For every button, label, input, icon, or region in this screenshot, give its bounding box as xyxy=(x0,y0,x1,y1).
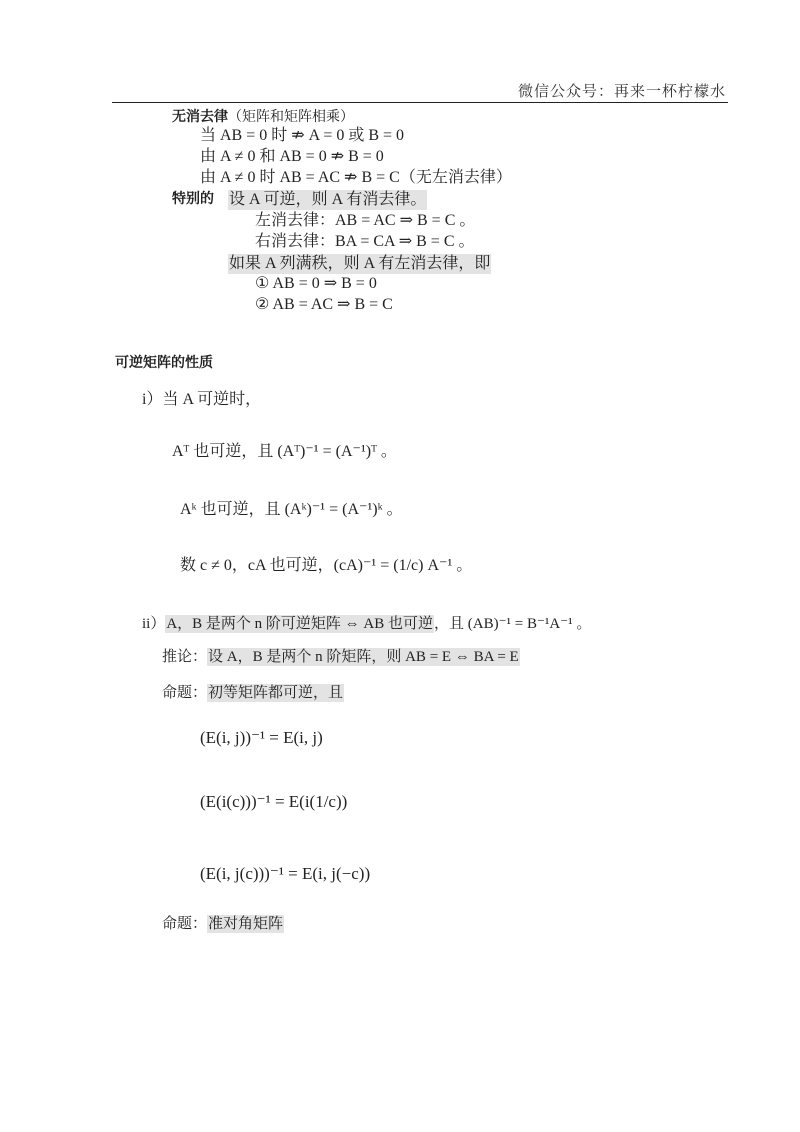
corollary-text: 设 A，B 是两个 n 阶矩阵，则 AB = E ⇔ BA = E xyxy=(208,649,519,665)
cancellation-line-3: 由 A ≠ 0 时 AB = AC ⇏ B = C（无左消去律） xyxy=(200,169,512,186)
full-rank-statement: 如果 A 列满秩，则 A 有左消去律，即 xyxy=(229,255,491,272)
cancellation-line-1: 当 AB = 0 时 ⇏ A = 0 或 B = 0 xyxy=(200,127,405,144)
case-2-label: ii） xyxy=(142,616,166,632)
proposition-2-row xyxy=(162,912,284,933)
inverse-heading: 可逆矩阵的性质 xyxy=(115,355,213,371)
corollary-row xyxy=(162,645,520,666)
page-header: 微信公众号：再来一杯柠檬水 xyxy=(517,82,726,100)
elementary-inverse-scale: (E(i(c)))⁻¹ = E(i(1/c)) xyxy=(200,792,348,811)
case-2-row xyxy=(142,612,591,633)
case-1-intro: i）当 A 可逆时， xyxy=(142,391,262,408)
special-text: 设 A 可逆，则 A 有消去律。 xyxy=(229,191,427,208)
scalar-property: 数 c ≠ 0，cA 也可逆，(cA)⁻¹ = (1/c) A⁻¹ 。 xyxy=(180,557,473,574)
full-rank-item-1: ① AB = 0 ⇒ B = 0 xyxy=(255,275,377,292)
transpose-property: Aᵀ 也可逆，且 (Aᵀ)⁻¹ = (A⁻¹)ᵀ 。 xyxy=(172,443,397,460)
proposition-2-text: 准对角矩阵 xyxy=(208,916,284,932)
proposition-2-label: 命题： xyxy=(162,916,208,932)
power-property: Aᵏ 也可逆，且 (Aᵏ)⁻¹ = (A⁻¹)ᵏ 。 xyxy=(180,501,403,518)
header-rule xyxy=(112,102,728,103)
case-2-rest: ，且 (AB)⁻¹ = B⁻¹A⁻¹ 。 xyxy=(434,616,592,632)
left-cancellation-law: 左消去律：AB = AC ⇒ B = C 。 xyxy=(255,212,476,229)
case-2-highlight: A，B 是两个 n 阶可逆矩阵 ⇔ AB 也可逆 xyxy=(166,616,434,632)
full-rank-item-2: ② AB = AC ⇒ B = C xyxy=(255,296,393,313)
cancellation-heading-row xyxy=(172,108,354,126)
elementary-inverse-swap: (E(i, j))⁻¹ = E(i, j) xyxy=(200,728,323,747)
proposition-1-label: 命题： xyxy=(162,685,208,701)
cancellation-heading: 无消去律 xyxy=(172,109,228,125)
cancellation-heading-note: （矩阵和矩阵相乘） xyxy=(228,109,354,125)
cancellation-line-2: 由 A ≠ 0 和 AB = 0 ⇏ B = 0 xyxy=(200,148,384,165)
elementary-inverse-add: (E(i, j(c)))⁻¹ = E(i, j(−c)) xyxy=(200,864,371,883)
corollary-label: 推论： xyxy=(162,649,208,665)
proposition-1-row xyxy=(162,681,344,702)
right-cancellation-law: 右消去律：BA = CA ⇒ B = C 。 xyxy=(255,233,475,250)
special-label: 特别的 xyxy=(172,191,214,207)
proposition-1-text: 初等矩阵都可逆，且 xyxy=(208,685,344,701)
